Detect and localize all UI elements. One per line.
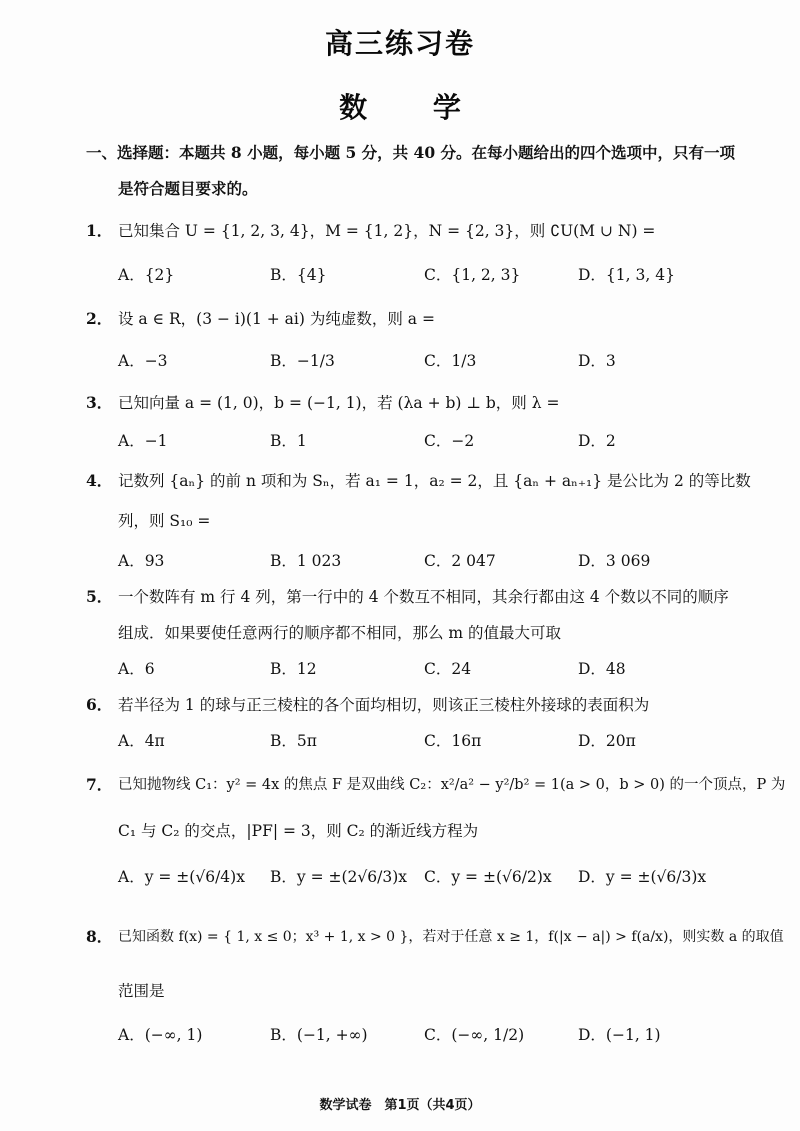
question-8-number: 8．: [86, 927, 113, 946]
question-3-option-b: B．1: [270, 432, 307, 450]
question-4-option-b: B．1 023: [270, 552, 342, 570]
question-7-option-d: D．y = ±(√6/3)x: [578, 868, 707, 886]
question-4-number: 4．: [86, 471, 113, 490]
section-heading-cont: 是符合题目要求的。: [118, 179, 258, 198]
question-3-number: 3．: [86, 393, 113, 412]
question-4-text-cont: 列，则 S₁₀ =: [118, 512, 211, 530]
question-7-option-b: B．y = ±(2√6/3)x: [270, 868, 407, 886]
question-8-option-d: D．(−1, 1): [578, 1026, 661, 1044]
question-5-text-cont: 组成．如果要使任意两行的顺序都不相同，那么 m 的值最大可取: [118, 624, 562, 642]
question-8-text: 已知函数 f(x) = { 1, x ≤ 0；x³ + 1, x > 0 }，若对于任意 x ≥ 1，f(|x − a|) > f(a/x)，则实数 a 的取值: [118, 929, 784, 945]
question-8-option-c: C．(−∞, 1/2): [424, 1026, 525, 1044]
question-6-option-a: A．4π: [118, 732, 165, 750]
question-5-option-b: B．12: [270, 660, 317, 678]
question-2-option-b: B．−1/3: [270, 352, 335, 370]
question-3-option-d: D．2: [578, 432, 616, 450]
question-4-option-a: A．93: [118, 552, 165, 570]
question-8-text-cont: 范围是: [118, 982, 165, 1000]
question-7-option-c: C．y = ±(√6/2)x: [424, 868, 552, 886]
page-footer: 数学试卷 第1页（共4页）: [319, 1098, 481, 1113]
question-1-option-d: D．{1, 3, 4}: [578, 266, 675, 284]
question-3-option-a: A．−1: [118, 432, 168, 450]
question-5-option-a: A．6: [118, 660, 155, 678]
question-7-text: 已知抛物线 C₁：y² = 4x 的焦点 F 是双曲线 C₂：x²/a² − y²/b² = 1(a > 0，b > 0) 的一个顶点，P 为: [118, 777, 786, 793]
question-1-number: 1．: [86, 221, 113, 240]
section-heading: 一、选择题：本题共 8 小题，每小题 5 分，共 40 分。在每小题给出的四个选项中，只有一项: [86, 143, 736, 162]
question-5-text: 一个数阵有 m 行 4 列，第一行中的 4 个数互不相同，其余行都由这 4 个数以不同的顺序: [118, 588, 729, 606]
question-6-option-b: B．5π: [270, 732, 317, 750]
question-1-option-b: B．{4}: [270, 266, 327, 284]
question-5-option-c: C．24: [424, 660, 472, 678]
question-7-number: 7．: [86, 775, 113, 794]
subject-title: 数 学: [339, 91, 489, 124]
question-1-option-c: C．{1, 2, 3}: [424, 266, 521, 284]
question-6-option-d: D．20π: [578, 732, 636, 750]
question-2-text: 设 a ∈ R，(3 − i)(1 + ai) 为纯虚数，则 a =: [118, 310, 435, 328]
question-7-option-a: A．y = ±(√6/4)x: [118, 868, 245, 886]
question-1-option-a: A．{2}: [118, 266, 175, 284]
question-7-text-cont: C₁ 与 C₂ 的交点，|PF| = 3，则 C₂ 的渐近线方程为: [118, 822, 479, 840]
question-6-text: 若半径为 1 的球与正三棱柱的各个面均相切，则该正三棱柱外接球的表面积为: [118, 696, 650, 714]
question-5-option-d: D．48: [578, 660, 626, 678]
question-4-option-c: C．2 047: [424, 552, 496, 570]
question-4-text: 记数列 {aₙ} 的前 n 项和为 Sₙ，若 a₁ = 1，a₂ = 2，且 {aₙ + aₙ₊₁} 是公比为 2 的等比数: [118, 472, 751, 490]
question-6-option-c: C．16π: [424, 732, 482, 750]
page-title: 高三练习卷: [324, 27, 475, 60]
question-2-option-c: C．1/3: [424, 352, 477, 370]
question-4-option-d: D．3 069: [578, 552, 651, 570]
question-8-option-b: B．(−1, +∞): [270, 1026, 368, 1044]
question-2-option-a: A．−3: [118, 352, 168, 370]
question-3-text: 已知向量 a = (1, 0)，b = (−1, 1)，若 (λa + b) ⊥ b，则 λ =: [118, 394, 560, 412]
question-8-option-a: A．(−∞, 1): [118, 1026, 203, 1044]
question-6-number: 6．: [86, 695, 113, 714]
question-2-number: 2．: [86, 309, 113, 328]
question-1-text: 已知集合 U = {1, 2, 3, 4}，M = {1, 2}，N = {2, 3}，则 ∁U(M ∪ N) =: [118, 222, 656, 240]
question-3-option-c: C．−2: [424, 432, 475, 450]
question-2-option-d: D．3: [578, 352, 616, 370]
question-5-number: 5．: [86, 587, 113, 606]
